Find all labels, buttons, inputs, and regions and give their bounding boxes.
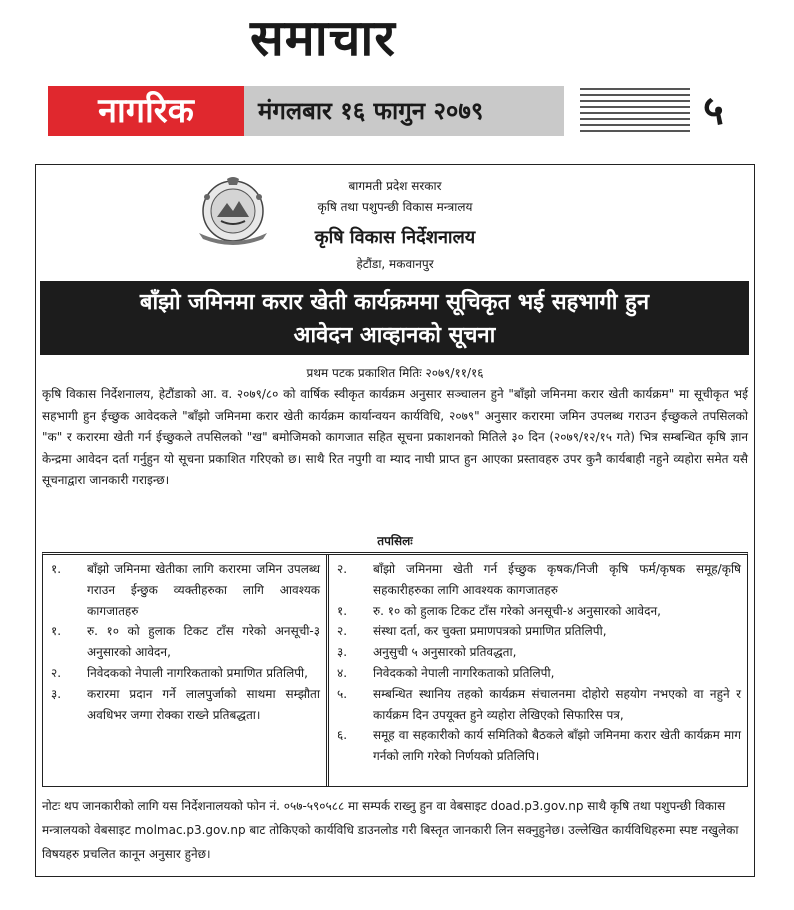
requirements-table bbox=[42, 552, 748, 787]
row-number: ३. bbox=[337, 645, 348, 660]
row-number: २. bbox=[51, 665, 62, 680]
row-number: ६. bbox=[337, 728, 348, 743]
row-number: १. bbox=[337, 603, 348, 618]
org-line-4: हेटौंडा, मकवानपुर bbox=[356, 257, 434, 271]
row-number: ५. bbox=[337, 686, 348, 701]
headline-banner bbox=[40, 281, 749, 355]
row-text: निवेदकको नेपाली नागरिकताको प्रतिलिपी, bbox=[373, 665, 555, 680]
table-column-left bbox=[43, 555, 326, 786]
row-number: ३. bbox=[51, 686, 62, 701]
table-row bbox=[337, 684, 741, 726]
row-number: २. bbox=[337, 624, 348, 639]
table-row bbox=[337, 642, 741, 663]
footer-note: नोटः थप जानकारीको लागि यस निर्देशनालयको फोन नं. ०५७-५९०५८८ मा सम्पर्क राख्नु हुन वा वेबसाइट doad.p3.gov.np साथै कृषि तथा पशुपन्छी विकास मन्त्रालयको वेबसाइट molmac.p3.gov.np बाट तोकिएको कार्यविधि डाउनलोड गरी बिस्तृत जानकारी लिन सक्नुहुनेछ। उल्लेखित कार्यविधिहरुमा स्पष्ट नखुलेका विषयहरु प्रचलित कानून अनुसार हुनेछ। bbox=[42, 799, 739, 861]
row-number: १. bbox=[51, 624, 62, 639]
org-line-3: कृषि विकास निर्देशनालय bbox=[314, 227, 476, 248]
newspaper-logo: नागरिक bbox=[48, 86, 244, 136]
table-row bbox=[51, 559, 320, 621]
row-number: १. bbox=[51, 562, 62, 576]
row-text: सम्बन्धित स्थानिय तहको कार्यक्रम संचालनमा दोहोरो सहयोग नभएको वा नहुने र कार्यक्रम दिन उपयूक्त हुने व्यहोरा लेखिएको सिफारिस पत्र, bbox=[373, 686, 741, 722]
row-number: ४. bbox=[337, 665, 348, 680]
table-row bbox=[337, 601, 741, 622]
table-row bbox=[337, 621, 741, 642]
table-column-right bbox=[326, 555, 747, 786]
page-number: ५ bbox=[703, 88, 724, 134]
table-row bbox=[337, 725, 741, 767]
row-text: बाँझो जमिनमा खेती गर्न ईच्छुक कृषक/निजी कृषि फर्म/कृषक समूह/कृषि सहकारीहरुका लागि आवश्यक कागजातहरु bbox=[373, 562, 741, 597]
row-text: बाँझो जमिनमा खेतीका लागि करारमा जमिन उपलब्ध गराउन ईन्छुक व्यक्तीहरुका लागि आवश्यक कागजातहरु bbox=[87, 562, 320, 618]
decorative-stripes bbox=[580, 88, 690, 134]
notice-box bbox=[35, 164, 755, 877]
table-row bbox=[51, 684, 320, 726]
table-row bbox=[337, 559, 741, 601]
section-title: समाचार bbox=[250, 9, 396, 67]
body-paragraph: कृषि विकास निर्देशनालय, हेटौंडाको आ. व. २०७९/८० को वार्षिक स्वीकृत कार्यक्रम अनुसार सञ्चालन हुने "बाँझो जमिनमा करार खेती कार्यक्रम" मा सूचीकृत भई सहभागी हुन ईच्छुक आवेदकले "बाँझो जमिनमा करार खेती कार्यक्रम कार्यान्वयन कार्यविधि, २०७९" अनुसार करारमा जमिन उपलब्ध गराउन ईच्छुकले तपसिलको "क" र करारमा खेती गर्न ईच्छुकले तपसिलको "ख" बमोजिमको कागजात सहित सूचना प्रकाशनको मितिले ३० दिन (२०७९/१२/१५ गते) भित्र सम्बन्धित कृषि ज्ञान केन्द्रमा आवेदन दर्ता गर्नुहुन यो सूचना प्रकाशित गरिएको छ। साथै रित नपुगी वा म्याद नाघी प्राप्त हुन आएका प्रस्तावहरु उपर कुनै कार्यबाही नहुने व्यहोरा समेत यसै सूचनाद्वारा जानकारी गराइन्छ। bbox=[42, 387, 748, 487]
issue-date: मंगलबार १६ फागुन २०७९ bbox=[244, 86, 564, 136]
row-text: संस्था दर्ता, कर चुक्ता प्रमाणपत्रको प्रमाणित प्रतिलिपी, bbox=[373, 624, 607, 639]
org-line-1: बागमती प्रदेश सरकार bbox=[348, 179, 442, 193]
published-date: प्रथम पटक प्रकाशित मितिः २०७९/११/१६ bbox=[306, 366, 484, 380]
org-line-2: कृषि तथा पशुपन्छी विकास मन्त्रालय bbox=[317, 200, 473, 214]
table-row bbox=[51, 663, 320, 684]
table-row bbox=[337, 663, 741, 684]
headline-line-1: बाँझो जमिनमा करार खेती कार्यक्रममा सूचिकृत भई सहभागी हुन bbox=[139, 290, 650, 315]
row-text: निवेदकको नेपाली नागरिकताको प्रमाणित प्रतिलिपी, bbox=[87, 665, 308, 680]
row-text: करारमा प्रदान गर्ने लालपुर्जाको साथमा सम्झौता अवधिभर जग्गा रोक्का राख्ने प्रतिबद्धता। bbox=[87, 686, 320, 722]
masthead bbox=[48, 86, 750, 144]
table-row bbox=[51, 621, 320, 663]
row-text: रु. १० को हुलाक टिकट टाँस गरेको अनसूची-४ अनुसारको आवेदन, bbox=[373, 603, 661, 618]
row-text: रु. १० को हुलाक टिकट टाँस गरेको अनसूची-३ अनुसारको आवेदन, bbox=[87, 624, 320, 660]
row-number: २. bbox=[337, 562, 348, 576]
annex-title: तपसिलः bbox=[377, 534, 413, 548]
row-text: अनुसुची ५ अनुसारको प्रतिवद्धता, bbox=[373, 645, 517, 660]
headline-line-2: आवेदन आव्हानको सूचना bbox=[293, 323, 496, 348]
row-text: समूह वा सहकारीको कार्य समितिको बैठकले बाँझो जमिनमा करार खेती कार्यक्रम माग गर्नको लागि गरेको निर्णयको प्रतिलिपि। bbox=[373, 728, 741, 764]
